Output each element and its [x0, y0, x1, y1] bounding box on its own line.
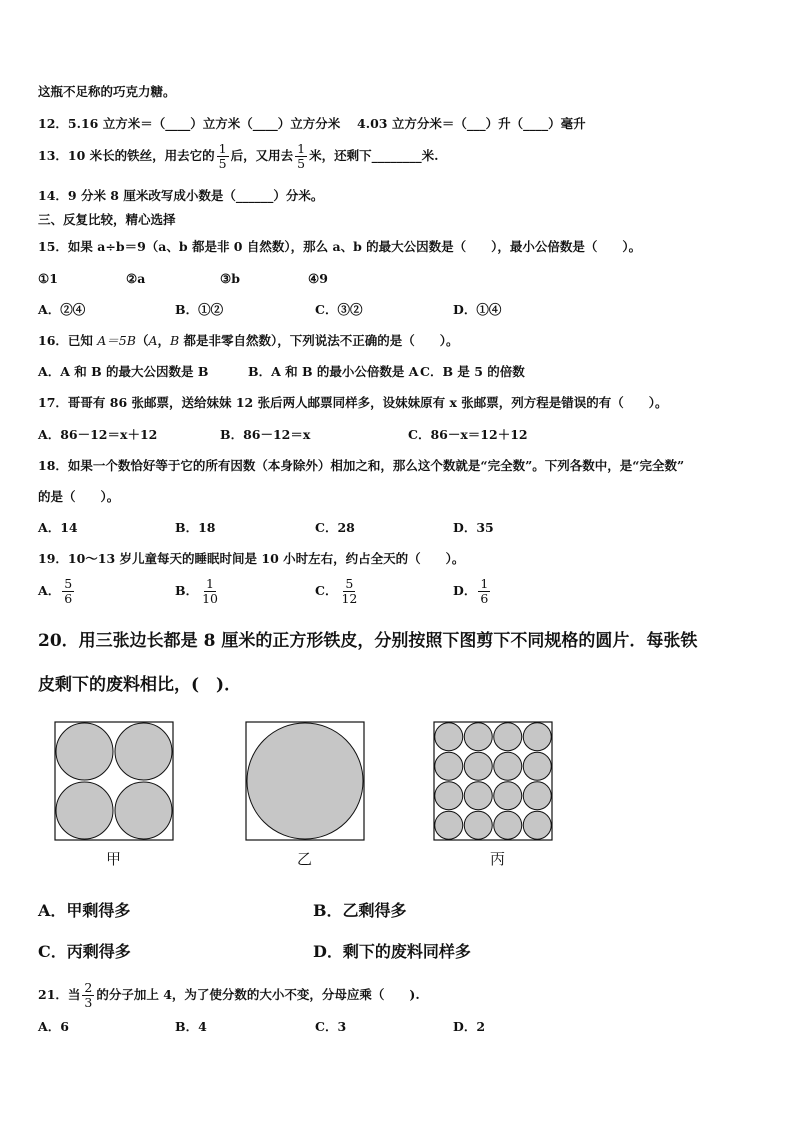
circle	[523, 811, 551, 839]
option-label: D．	[453, 583, 477, 598]
circle	[56, 723, 113, 780]
q12-text: 5.16 立方米＝（____）立方米（____）立方分米 4.03 立方分米＝（___）升（____）毫升	[67, 116, 586, 131]
circle	[247, 723, 363, 839]
fraction-denominator: 6	[480, 591, 489, 606]
q18-option-c[interactable]: C．28	[315, 520, 355, 535]
figure-jia	[55, 722, 173, 840]
fraction-denominator: 5	[297, 156, 306, 171]
q18-number: 18．	[38, 458, 68, 473]
q16-option-b[interactable]: B．A 和 B 的最小公倍数是 A	[248, 364, 419, 379]
circle	[115, 723, 172, 780]
circle	[115, 782, 172, 839]
q13-number: 13．	[38, 148, 68, 163]
circle	[523, 752, 551, 780]
q20-option-a[interactable]: A．甲剩得多	[38, 901, 131, 920]
q16-option-a[interactable]: A．A 和 B 的最大公因数是 B	[38, 364, 209, 379]
q14-text: 9 分米 8 厘米改写成小数是（______）分米。	[67, 188, 324, 203]
circle	[56, 782, 113, 839]
fraction-numerator: 1	[206, 576, 214, 591]
circle	[494, 782, 522, 810]
q15-option-d[interactable]: D．①④	[453, 302, 502, 317]
q11-tail: 这瓶不足称的巧克力糖。	[38, 84, 176, 99]
circle	[464, 723, 492, 751]
fraction-numerator: 5	[345, 576, 354, 591]
q17-option-a[interactable]: A．86－12＝x＋12	[38, 427, 158, 442]
circle	[494, 752, 522, 780]
q15-number: 15．	[38, 239, 68, 254]
q20-option-b[interactable]: B．乙剩得多	[313, 901, 407, 920]
fraction-denominator: 6	[64, 591, 73, 606]
q13-text-2: 后，又用去	[230, 148, 294, 163]
fraction-denominator: 10	[202, 591, 218, 606]
circle	[494, 723, 522, 751]
circle	[435, 811, 463, 839]
q16-sep: ，	[157, 333, 170, 348]
fraction-numerator: 1	[218, 141, 227, 156]
circle	[435, 782, 463, 810]
figure-label-yi: 乙	[297, 850, 313, 868]
fraction-numerator: 5	[64, 576, 73, 591]
q20-option-d[interactable]: D．剩下的废料同样多	[313, 942, 471, 961]
q16-var-a: A	[148, 333, 158, 348]
circle	[494, 811, 522, 839]
q13-text-3: 米，还剩下________米.	[309, 148, 439, 163]
q18-option-d[interactable]: D．35	[453, 520, 494, 535]
q15-option-c[interactable]: C．③②	[315, 302, 363, 317]
fraction-denominator: 5	[218, 156, 227, 171]
q21-number: 21．	[38, 987, 68, 1002]
q21-fraction	[82, 981, 94, 1010]
q16-equation: A＝5B	[97, 333, 136, 348]
option-label: B．	[175, 583, 199, 598]
fraction-numerator: 1	[297, 141, 306, 156]
question-20-line-2: 皮剩下的废料相比，( )．	[38, 675, 242, 695]
q12-number: 12．	[38, 116, 68, 131]
q20-option-c[interactable]: C．丙剩得多	[38, 942, 131, 961]
figure-label-bing: 丙	[490, 850, 506, 868]
circle	[464, 752, 492, 780]
q15-choice-1: ①1	[38, 271, 58, 286]
fraction-denominator: 3	[84, 995, 93, 1010]
q18-option-a[interactable]: A．14	[38, 520, 78, 535]
q17-number: 17．	[38, 395, 68, 410]
circle	[464, 782, 492, 810]
q19-number: 19．	[38, 551, 68, 566]
circle	[523, 782, 551, 810]
q16-text-1: 已知	[67, 333, 98, 348]
q16-number: 16．	[38, 333, 68, 348]
figure-bing	[434, 722, 552, 840]
q15-option-a[interactable]: A．②④	[38, 302, 86, 317]
circle	[464, 811, 492, 839]
q15-choice-4: ④9	[308, 271, 328, 286]
q13-text-1: 10 米长的铁丝，用去它的	[67, 148, 215, 163]
circle	[523, 723, 551, 751]
q19-text: 10～13 岁儿童每天的睡眠时间是 10 小时左右，约占全天的（ ）。	[67, 551, 465, 566]
q21-option-b[interactable]: B．4	[175, 1019, 207, 1034]
q16-var-b: B	[170, 333, 180, 348]
q15-choice-3: ③b	[220, 271, 240, 286]
q15-choice-2: ②a	[126, 271, 146, 286]
q15-text: 如果 a÷b＝9（a、b 都是非 0 自然数），那么 a、b 的最大公因数是（ ），最小公倍数是（ ）。	[67, 239, 642, 254]
q16-text-2: （	[135, 333, 149, 348]
circle	[435, 723, 463, 751]
q21-option-a[interactable]: A．6	[38, 1019, 69, 1034]
q21-option-c[interactable]: C．3	[315, 1019, 347, 1034]
option-label: C．	[315, 583, 338, 598]
q17-option-c[interactable]: C．86－x＝12＋12	[408, 427, 528, 442]
q16-option-c[interactable]: C．B 是 5 的倍数	[420, 364, 525, 379]
circle	[435, 752, 463, 780]
q18-option-b[interactable]: B．18	[175, 520, 216, 535]
fraction-denominator: 12	[341, 591, 358, 606]
q18-text: 如果一个数恰好等于它的所有因数（本身除外）相加之和，那么这个数就是“完全数”。下列各数中，是“完全数”	[67, 458, 685, 473]
question-18-line-2: 的是（ ）。	[38, 489, 120, 504]
q16-text-3: 都是非零自然数），下列说法不正确的是（ ）。	[179, 333, 459, 348]
figure-yi	[246, 722, 364, 840]
q21-text-1: 当	[67, 987, 81, 1002]
q21-option-d[interactable]: D．2	[453, 1019, 486, 1034]
fraction-numerator: 1	[480, 576, 489, 591]
q21-text-2: 的分子加上 4，为了使分数的大小不变，分母应乘（ ).	[96, 987, 420, 1002]
q14-number: 14．	[38, 188, 68, 203]
section-heading-3: 三、反复比较，精心选择	[38, 212, 176, 227]
option-label: A．	[38, 583, 61, 598]
q17-text: 哥哥有 86 张邮票，送给妹妹 12 张后两人邮票同样多，设妹妹原有 x 张邮票，列方程是错误的有（ ）。	[67, 395, 668, 410]
fraction-numerator: 2	[84, 980, 93, 995]
q15-option-b[interactable]: B．①②	[175, 302, 224, 317]
q17-option-b[interactable]: B．86－12＝x	[220, 427, 311, 442]
figure-label-jia: 甲	[106, 850, 122, 868]
question-21	[38, 981, 420, 1010]
question-20-line-1: 20．用三张边长都是 8 厘米的正方形铁皮，分别按照下图剪下不同规格的圆片．每张铁	[38, 631, 698, 651]
